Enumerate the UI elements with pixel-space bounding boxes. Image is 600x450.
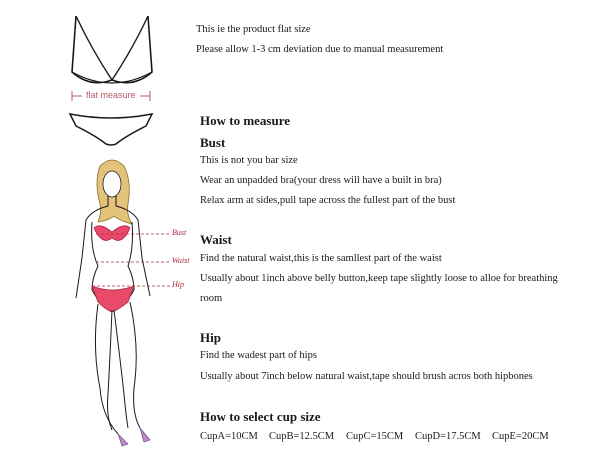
hip-heading: Hip — [200, 330, 221, 345]
bust-line-2: Wear an unpadded bra(your dress will have a built in bra) — [200, 175, 442, 186]
cup-size-b: CupB=12.5CM — [269, 431, 335, 442]
cup-size-d: CupD=17.5CM — [415, 431, 481, 442]
waist-heading: Waist — [200, 232, 232, 247]
woman-figure-illustration — [62, 158, 172, 450]
bust-line-1: This is not you bar size — [200, 155, 298, 166]
figure-label-bust: Bust — [172, 228, 187, 237]
cup-size-c: CupC=15CM — [346, 431, 404, 442]
waist-line-2: Usually about 1inch above belly button,keep tape slightly loose to alloe for breathing — [200, 273, 558, 284]
cup-size-e: CupE=20CM — [492, 431, 549, 442]
bra-sketch-icon — [62, 10, 162, 90]
bust-heading: Bust — [200, 135, 226, 150]
cup-size-heading: How to select cup size — [200, 409, 321, 424]
hip-line-1: Find the wadest part of hips — [200, 350, 317, 361]
flat-size-note: This ie the product flat size — [196, 24, 311, 35]
panty-sketch-icon — [66, 110, 156, 148]
cup-size-a: CupA=10CM — [200, 431, 258, 442]
figure-label-waist: Waist — [172, 256, 190, 265]
waist-line-1: Find the natural waist,this is the samllest part of the waist — [200, 253, 442, 264]
hip-line-2: Usually about 7inch below natural waist,tape should brush acros both hipbones — [200, 371, 533, 382]
bust-line-3: Relax arm at sides,pull tape across the fullest part of the bust — [200, 195, 456, 206]
waist-line-3: room — [200, 293, 223, 304]
flat-measure-label: flat measure — [86, 90, 136, 100]
deviation-note: Please allow 1-3 cm deviation due to manual measurement — [196, 44, 444, 55]
how-to-measure-heading: How to measure — [200, 113, 291, 128]
figure-label-hip: Hip — [172, 280, 184, 289]
